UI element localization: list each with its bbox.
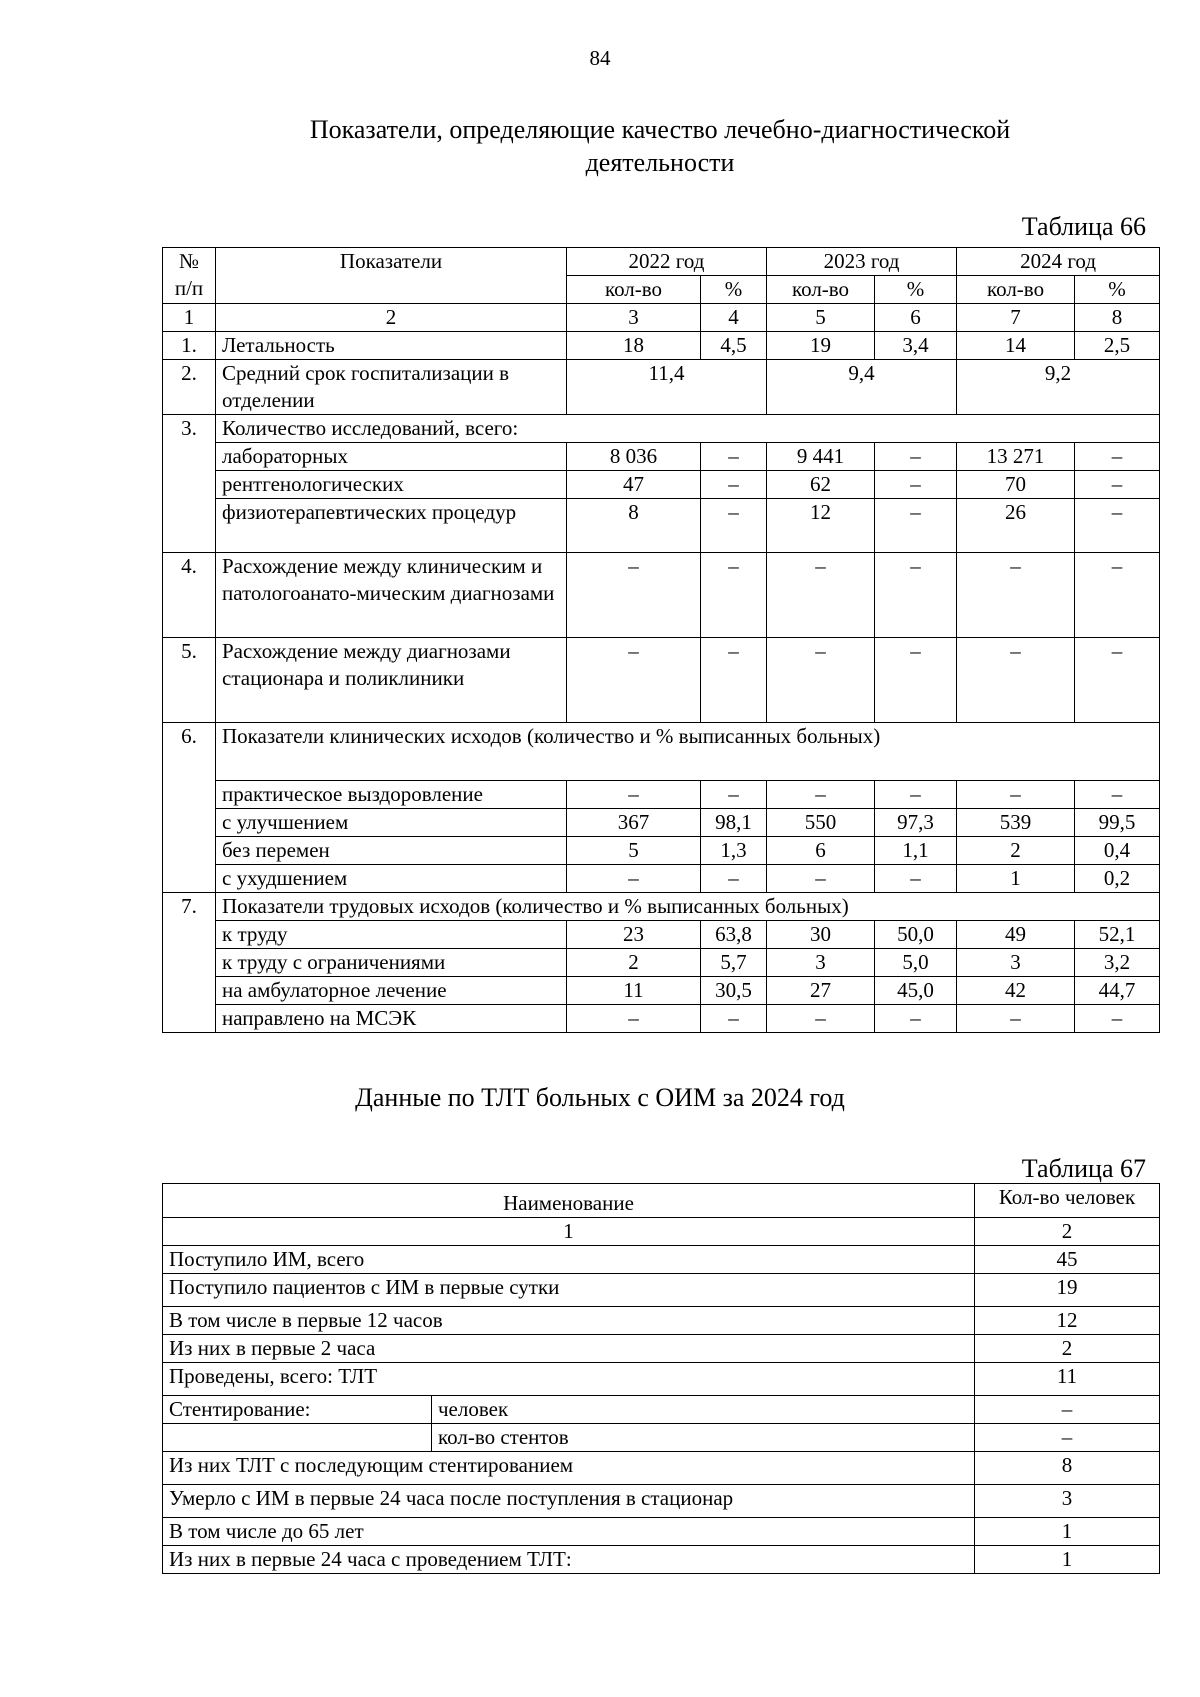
cell: 99,5 — [1075, 809, 1160, 837]
row-value: 45 — [975, 1246, 1160, 1274]
header-row-years — [163, 248, 1160, 276]
table-row — [163, 949, 1160, 977]
cell: 8 — [567, 499, 701, 553]
table-row — [163, 1396, 1160, 1424]
colnum: 8 — [1075, 304, 1160, 332]
row-label: без перемен — [216, 837, 567, 865]
row-label: Расхождение между клиническим и патологоанато-мическим диагнозами — [216, 553, 567, 638]
cell: 3 — [957, 949, 1075, 977]
cell: 26 — [957, 499, 1075, 553]
row-label: Проведены, всего: ТЛТ — [163, 1363, 975, 1396]
table-row — [163, 415, 1160, 443]
cell: 2 — [957, 837, 1075, 865]
stent-label-empty — [163, 1424, 432, 1452]
cell: – — [701, 865, 767, 893]
cell: 19 — [767, 332, 875, 360]
table-row — [163, 1363, 1160, 1396]
table-row — [163, 1005, 1160, 1033]
cell: – — [1075, 553, 1160, 638]
row-label: практическое выздоровление — [216, 781, 567, 809]
row-label: физиотерапевтических процедур — [216, 499, 567, 553]
colnum: 4 — [701, 304, 767, 332]
cell: – — [875, 781, 957, 809]
row-value: 12 — [975, 1307, 1160, 1335]
row-num-empty — [163, 499, 216, 553]
cell: 50,0 — [875, 921, 957, 949]
row-value: – — [975, 1424, 1160, 1452]
row-num: 5. — [163, 638, 216, 723]
row-label: Поступило ИМ, всего — [163, 1246, 975, 1274]
colnum: 1 — [163, 1218, 975, 1246]
row-label: В том числе в первые 12 часов — [163, 1307, 975, 1335]
row-label: к труду с ограничениями — [216, 949, 567, 977]
cell: 23 — [567, 921, 701, 949]
cell: 11,4 — [567, 360, 767, 415]
row-label: Показатели трудовых исходов (количество и % выписанных больных) — [216, 893, 1160, 921]
section-title-line2: деятельности — [585, 148, 735, 177]
table-row — [163, 1307, 1160, 1335]
table-row — [163, 360, 1160, 415]
row-label: рентгенологических — [216, 471, 567, 499]
row-value: 19 — [975, 1274, 1160, 1307]
row-num: 4. — [163, 553, 216, 638]
row-label: лабораторных — [216, 443, 567, 471]
cell: – — [1075, 443, 1160, 471]
cell: 1 — [957, 865, 1075, 893]
cell: 12 — [767, 499, 875, 553]
table-row — [163, 1452, 1160, 1485]
cell: 539 — [957, 809, 1075, 837]
row-num-empty — [163, 921, 216, 949]
cell: 8 036 — [567, 443, 701, 471]
cell: – — [1075, 499, 1160, 553]
row-label: Умерло с ИМ в первые 24 часа после поступления в стационар — [163, 1485, 975, 1518]
row-num-empty — [163, 949, 216, 977]
cell: – — [567, 781, 701, 809]
row-label: Показатели клинических исходов (количество и % выписанных больных) — [216, 723, 1160, 781]
table-row — [163, 809, 1160, 837]
row-label: Из них в первые 2 часа — [163, 1335, 975, 1363]
colnum: 6 — [875, 304, 957, 332]
stent-label: Стентирование: — [163, 1396, 432, 1424]
table-row — [163, 1274, 1160, 1307]
cell: – — [1075, 781, 1160, 809]
cell: 367 — [567, 809, 701, 837]
cell: 9,4 — [767, 360, 957, 415]
cell: 2,5 — [1075, 332, 1160, 360]
row-num-empty — [163, 865, 216, 893]
row-num: 6. — [163, 723, 216, 781]
cell: – — [701, 471, 767, 499]
cell: – — [1075, 638, 1160, 723]
table-row — [163, 332, 1160, 360]
header-year-2023: 2023 год — [767, 248, 957, 276]
table-row — [163, 837, 1160, 865]
row-label: Из них ТЛТ с последующим стентированием — [163, 1452, 975, 1485]
row-value: 3 — [975, 1485, 1160, 1518]
colnum: 2 — [975, 1218, 1160, 1246]
row-num: 3. — [163, 415, 216, 443]
cell: 97,3 — [875, 809, 957, 837]
cell: – — [875, 865, 957, 893]
header-count: кол-во — [567, 276, 701, 304]
column-numbers-row — [163, 304, 1160, 332]
table66-caption: Таблица 66 — [1021, 212, 1146, 241]
table-row — [163, 977, 1160, 1005]
cell: 63,8 — [701, 921, 767, 949]
table-row — [163, 1546, 1160, 1574]
table-row — [163, 893, 1160, 921]
row-value: 1 — [975, 1546, 1160, 1574]
row-num-empty — [163, 809, 216, 837]
table-row — [163, 553, 1160, 638]
header-count: Кол-во человек — [975, 1184, 1160, 1218]
row-num-empty — [163, 781, 216, 809]
header-count: кол-во — [957, 276, 1075, 304]
row-num-empty — [163, 443, 216, 471]
header-pct: % — [1075, 276, 1160, 304]
row-value: 2 — [975, 1335, 1160, 1363]
row-label: Из них в первые 24 часа с проведением ТЛТ: — [163, 1546, 975, 1574]
header-num — [163, 248, 216, 304]
row-label: к труду — [216, 921, 567, 949]
colnum: 1 — [163, 304, 216, 332]
table-row — [163, 865, 1160, 893]
cell: 1,1 — [875, 837, 957, 865]
cell: – — [875, 638, 957, 723]
row-num: 2. — [163, 360, 216, 415]
row-label: с ухудшением — [216, 865, 567, 893]
section-title-line1: Показатели, определяющие качество лечебно-диагностической — [309, 115, 1011, 144]
colnum: 5 — [767, 304, 875, 332]
cell: – — [567, 865, 701, 893]
cell: 42 — [957, 977, 1075, 1005]
cell: – — [875, 499, 957, 553]
table-row — [163, 781, 1160, 809]
row-label: направлено на МСЭК — [216, 1005, 567, 1033]
table-row — [163, 921, 1160, 949]
header-num-line1: № — [178, 249, 200, 273]
cell: 62 — [767, 471, 875, 499]
cell: – — [957, 781, 1075, 809]
row-num-empty — [163, 977, 216, 1005]
table-row — [163, 499, 1160, 553]
cell: – — [875, 553, 957, 638]
table-row — [163, 1518, 1160, 1546]
cell: – — [567, 1005, 701, 1033]
row-label: кол-во стентов — [432, 1424, 975, 1452]
cell: 5,7 — [701, 949, 767, 977]
cell: – — [957, 638, 1075, 723]
table-row — [163, 1246, 1160, 1274]
header-count: кол-во — [767, 276, 875, 304]
table-row — [163, 723, 1160, 781]
row-label: Количество исследований, всего: — [216, 415, 1160, 443]
row-label: с улучшением — [216, 809, 567, 837]
row-num: 1. — [163, 332, 216, 360]
row-label: В том числе до 65 лет — [163, 1518, 975, 1546]
row-label: Средний срок госпитализации в отделении — [216, 360, 567, 415]
table-row — [163, 1485, 1160, 1518]
cell: 47 — [567, 471, 701, 499]
cell: 3,2 — [1075, 949, 1160, 977]
cell: 14 — [957, 332, 1075, 360]
row-value: 11 — [975, 1363, 1160, 1396]
cell: 6 — [767, 837, 875, 865]
cell: – — [767, 781, 875, 809]
cell: – — [767, 553, 875, 638]
cell: 52,1 — [1075, 921, 1160, 949]
cell: 27 — [767, 977, 875, 1005]
colnum: 2 — [216, 304, 567, 332]
cell: 9,2 — [957, 360, 1160, 415]
header-year-2024: 2024 год — [957, 248, 1160, 276]
row-value: 1 — [975, 1518, 1160, 1546]
tlt-section-title: Данные по ТЛТ больных с ОИМ за 2024 год — [355, 1083, 845, 1112]
row-num-empty — [163, 471, 216, 499]
cell: – — [875, 1005, 957, 1033]
cell: 30,5 — [701, 977, 767, 1005]
cell: 70 — [957, 471, 1075, 499]
cell: 49 — [957, 921, 1075, 949]
cell: 30 — [767, 921, 875, 949]
section-title — [150, 113, 1170, 179]
colnum: 3 — [567, 304, 701, 332]
cell: 5,0 — [875, 949, 957, 977]
row-num-empty — [163, 837, 216, 865]
cell: – — [701, 499, 767, 553]
cell: 13 271 — [957, 443, 1075, 471]
cell: – — [701, 781, 767, 809]
header-name: Наименование — [163, 1184, 975, 1218]
tlt-data-table — [162, 1183, 1160, 1574]
header-row — [163, 1184, 1160, 1218]
cell: 3 — [767, 949, 875, 977]
cell: 1,3 — [701, 837, 767, 865]
cell: – — [875, 471, 957, 499]
cell: – — [1075, 1005, 1160, 1033]
cell: 5 — [567, 837, 701, 865]
table-row — [163, 443, 1160, 471]
row-label: Летальность — [216, 332, 567, 360]
row-label: Поступило пациентов с ИМ в первые сутки — [163, 1274, 975, 1307]
quality-indicators-table — [162, 247, 1160, 1033]
cell: 9 441 — [767, 443, 875, 471]
cell: 98,1 — [701, 809, 767, 837]
cell: 11 — [567, 977, 701, 1005]
header-num-line2: п/п — [174, 276, 204, 300]
cell: 4,5 — [701, 332, 767, 360]
cell: 3,4 — [875, 332, 957, 360]
cell: – — [1075, 471, 1160, 499]
cell: – — [567, 638, 701, 723]
row-label: Расхождение между диагнозами стационара и поликлиники — [216, 638, 567, 723]
table67-caption: Таблица 67 — [1021, 1154, 1146, 1183]
cell: – — [767, 1005, 875, 1033]
row-value: – — [975, 1396, 1160, 1424]
table-row — [163, 471, 1160, 499]
header-year-2022: 2022 год — [567, 248, 767, 276]
page-number: 84 — [589, 46, 611, 70]
row-num: 7. — [163, 893, 216, 921]
row-num-empty — [163, 1005, 216, 1033]
cell: – — [701, 443, 767, 471]
cell: 550 — [767, 809, 875, 837]
cell: – — [767, 865, 875, 893]
cell: – — [701, 638, 767, 723]
cell: – — [567, 553, 701, 638]
header-pct: % — [875, 276, 957, 304]
cell: 18 — [567, 332, 701, 360]
table-row — [163, 1424, 1160, 1452]
row-label: человек — [432, 1396, 975, 1424]
table-row — [163, 638, 1160, 723]
cell: – — [767, 638, 875, 723]
cell: – — [957, 1005, 1075, 1033]
cell: – — [701, 1005, 767, 1033]
header-indicators: Показатели — [216, 248, 567, 304]
cell: 0,4 — [1075, 837, 1160, 865]
cell: – — [957, 553, 1075, 638]
cell: – — [701, 553, 767, 638]
cell: 2 — [567, 949, 701, 977]
table-row — [163, 1335, 1160, 1363]
row-value: 8 — [975, 1452, 1160, 1485]
header-pct: % — [701, 276, 767, 304]
cell: – — [875, 443, 957, 471]
colnum: 7 — [957, 304, 1075, 332]
row-label: на амбулаторное лечение — [216, 977, 567, 1005]
cell: 0,2 — [1075, 865, 1160, 893]
cell: 44,7 — [1075, 977, 1160, 1005]
column-numbers-row — [163, 1218, 1160, 1246]
cell: 45,0 — [875, 977, 957, 1005]
